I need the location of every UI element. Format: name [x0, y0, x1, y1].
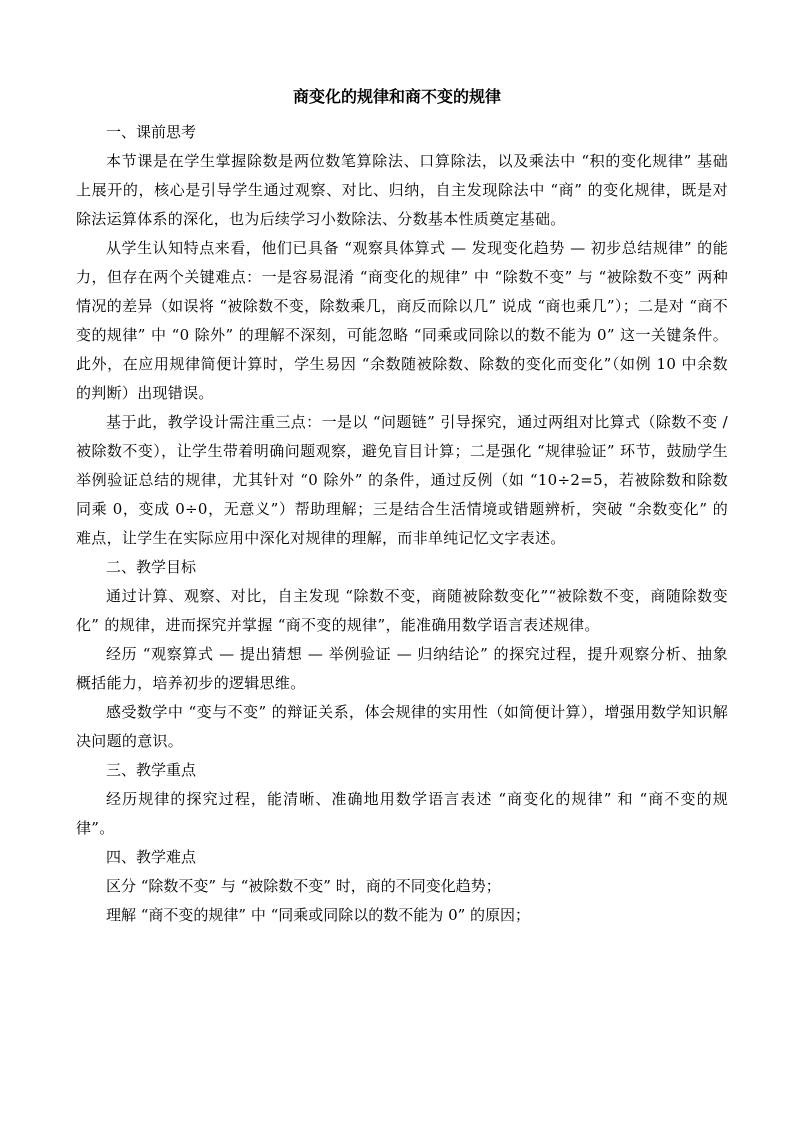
paragraph: 从学生认知特点来看，他们已具备 “观察具体算式 — 发现变化趋势 — 初步总结规律” 的能力，但存在两个关键难点：一是容易混淆 “商变化的规律” 中 “除数不变” 与 “被除数不变” 两种情况的差异（如误将 “被除数不变，除数乘几，商反而除以几” 说成 “商也乘几”）；二是对 “商不变的规律” 中 “0 除外” 的理解不深刻，可能忽略 “同乘或同除以的数不能为 0” 这一关键条件。此外，在应用规律简便计算时，学生易因 “余数随被除数、除数的变化而变化”（如例 10 中余数的判断）出现错误。: [76, 239, 728, 402]
list-item: 区分 “除数不变” 与 “被除数不变” 时，商的不同变化趋势；: [106, 877, 501, 895]
document-body: [76, 118, 728, 930]
section-heading: 一、课前思考: [106, 123, 197, 141]
paragraph: 经历 “观察算式 — 提出猜想 — 举例验证 — 归纳结论” 的探究过程，提升观察分析、抽象概括能力，培养初步的逻辑思维。: [76, 645, 728, 692]
paragraph: 经历规律的探究过程，能清晰、准确地用数学语言表述 “商变化的规律” 和 “商不变的规律”。: [76, 790, 728, 837]
section-heading: 四、教学难点: [106, 848, 197, 866]
list-item: 理解 “商不变的规律” 中 “同乘或同除以的数不能为 0” 的原因；: [106, 906, 531, 924]
document-title: 商变化的规律和商不变的规律: [292, 87, 501, 106]
paragraph: 通过计算、观察、对比，自主发现 “除数不变，商随被除数变化”“被除数不变，商随除数变化” 的规律，进而探究并掌握 “商不变的规律”，能准确用数学语言表述规律。: [76, 587, 728, 634]
paragraph: 基于此，教学设计需注重三点：一是以 “问题链” 引导探究，通过两组对比算式（除数不变 / 被除数不变），让学生带着明确问题观察，避免盲目计算；二是强化 “规律验证” 环节，鼓励学生举例验证总结的规律，尤其针对 “0 除外” 的条件，通过反例（如 “10÷2=5，若被除数和除数同乘 0，变成 0÷0，无意义”）帮助理解；三是结合生活情境或错题辨析，突破 “余数变化” 的难点，让学生在实际应用中深化对规律的理解，而非单纯记忆文字表述。: [76, 413, 728, 547]
section-heading: 二、教学目标: [106, 558, 197, 576]
section-heading: 三、教学重点: [106, 761, 197, 779]
paragraph: 本节课是在学生掌握除数是两位数笔算除法、口算除法，以及乘法中 “积的变化规律” 基础上展开的，核心是引导学生通过观察、对比、归纳，自主发现除法中 “商” 的变化规律，既是对除法运算体系的深化，也为后续学习小数除法、分数基本性质奠定基础。: [76, 152, 728, 228]
paragraph: 感受数学中 “变与不变” 的辩证关系，体会规律的实用性（如简便计算），增强用数学知识解决问题的意识。: [76, 703, 728, 750]
